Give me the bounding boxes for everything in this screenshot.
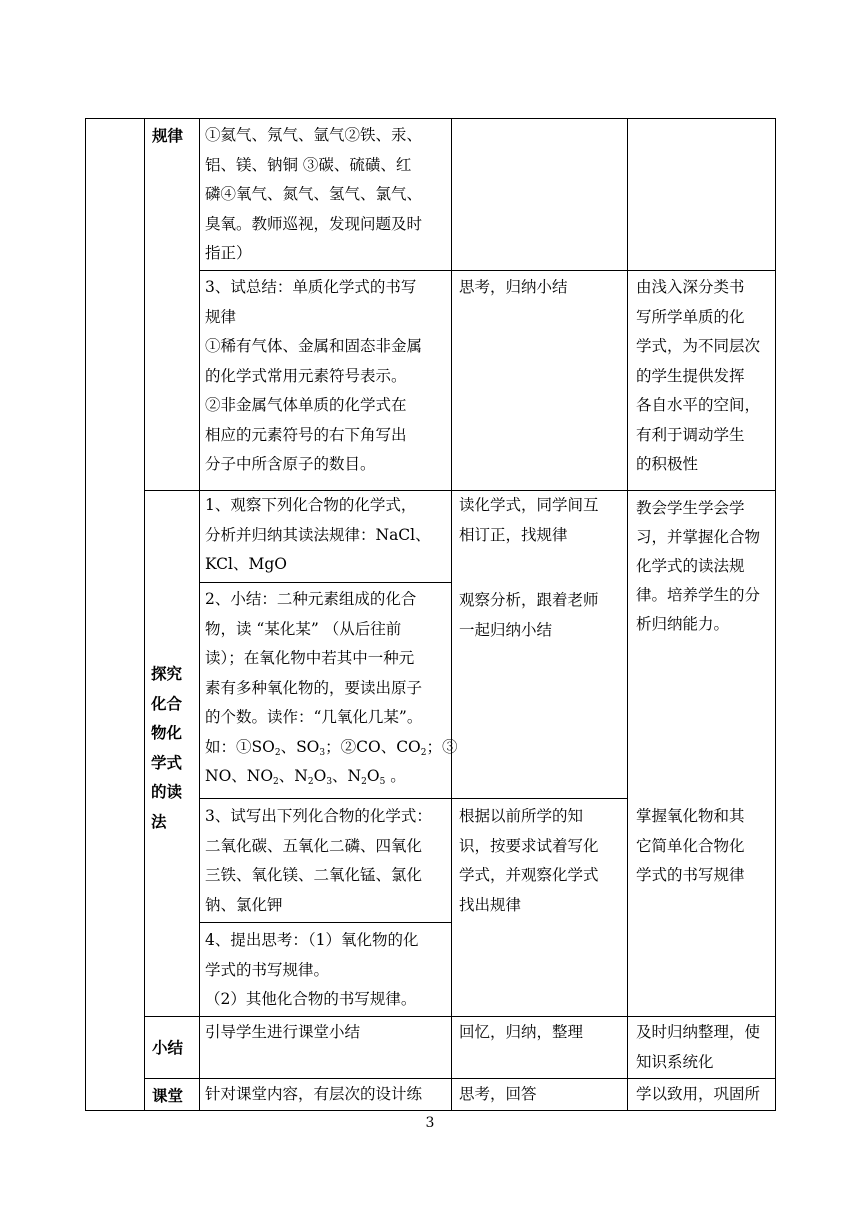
text-line: 的学生提供发挥 bbox=[636, 366, 745, 385]
text-line: 学式的书写规律 bbox=[636, 866, 745, 884]
text-line: 读）；在氧化物中若其中一种元 bbox=[205, 649, 415, 667]
text-span: NO、NO bbox=[205, 767, 274, 785]
student-activity-cell: 思考，回答 bbox=[459, 1085, 537, 1103]
text-line: 2、小结：二种元素组成的化合 bbox=[205, 590, 417, 608]
text-line: 二氧化碳、五氧化二磷、四氧化 bbox=[205, 836, 423, 855]
design-intent-cell bbox=[636, 802, 745, 891]
text-line: 根据以前所学的知 bbox=[459, 807, 584, 825]
text-line: 教会学生学会学 bbox=[636, 499, 745, 517]
text-line: 铝、镁、钠铜 ③碳、硫磺、红 bbox=[205, 155, 412, 174]
text-line: ①氦气、氖气、氩气②铁、汞、 bbox=[205, 126, 423, 144]
row-divider bbox=[199, 582, 451, 583]
text-line: 素有多种氧化物的，要读出原子 bbox=[205, 678, 423, 697]
student-activity-cell: 回忆，归纳，整理 bbox=[459, 1023, 584, 1041]
text-line: 分析并归纳其读法规律：NaCl、 bbox=[205, 525, 431, 544]
formula-example-line bbox=[205, 762, 458, 792]
text-line: 知识系统化 bbox=[636, 1052, 714, 1071]
text-span: 、N bbox=[332, 767, 362, 785]
teacher-activity-cell: 针对课堂内容，有层次的设计练 bbox=[205, 1085, 423, 1103]
text-line: 1、观察下列化合物的化学式， bbox=[205, 496, 417, 514]
teacher-activity-cell bbox=[205, 273, 422, 480]
page-number: 3 bbox=[425, 1115, 435, 1131]
teacher-activity-cell bbox=[205, 121, 422, 269]
text-line: 掌握氧化物和其 bbox=[636, 807, 745, 825]
label-line: 的读 bbox=[151, 783, 183, 801]
text-line: 化学式的读法规 bbox=[636, 557, 745, 575]
text-line: 的化学式常用元素符号表示。 bbox=[205, 366, 407, 385]
text-line: 磷④氧气、氮气、氢气、氯气、 bbox=[205, 185, 423, 203]
teacher-activity-cell bbox=[205, 802, 432, 920]
row-divider bbox=[199, 270, 776, 271]
row-divider bbox=[144, 1078, 776, 1079]
text-line: 分子中所含原子的数目。 bbox=[205, 455, 376, 473]
text-line: ①稀有气体、金属和固态非金属 bbox=[205, 337, 423, 355]
teacher-activity-cell: 引导学生进行课堂小结 bbox=[205, 1023, 361, 1041]
text-span: 、SO bbox=[280, 737, 320, 756]
teacher-activity-cell bbox=[205, 585, 458, 792]
teacher-activity-cell bbox=[205, 491, 431, 580]
table-right-border bbox=[775, 118, 776, 1110]
text-span: ；③ bbox=[426, 737, 458, 756]
text-line: 一起归纳小结 bbox=[459, 620, 553, 639]
column-divider bbox=[199, 118, 200, 1110]
text-line: 及时归纳整理，使 bbox=[636, 1023, 761, 1041]
design-intent-cell bbox=[636, 273, 760, 480]
text-line: 识，按要求试着写化 bbox=[459, 836, 599, 855]
text-span: ；②CO、CO bbox=[325, 737, 421, 756]
text-line: 它简单化合物化 bbox=[636, 836, 745, 855]
label-line: 法 bbox=[151, 812, 167, 831]
subscript: 5 bbox=[379, 777, 386, 787]
text-line: 的积极性 bbox=[636, 455, 699, 473]
student-activity-cell bbox=[459, 586, 599, 645]
text-span: 。 bbox=[385, 767, 406, 785]
label-line: 探究 bbox=[151, 665, 183, 683]
text-line: 析归纳能力。 bbox=[636, 615, 730, 633]
text-line: 的个数。读作：“几氧化几某”。 bbox=[205, 708, 423, 726]
text-line: 相应的元素符号的右下角写出 bbox=[205, 425, 407, 444]
text-line: 各自水平的空间， bbox=[636, 396, 761, 414]
text-line: 找出规律 bbox=[459, 895, 522, 914]
design-intent-cell bbox=[636, 1018, 760, 1077]
text-span: 、N bbox=[278, 767, 308, 785]
subscript: 3 bbox=[326, 777, 333, 787]
label-line: 学式 bbox=[151, 753, 183, 772]
row-divider bbox=[144, 1016, 776, 1017]
text-span: O bbox=[366, 767, 380, 785]
subscript: 2 bbox=[307, 777, 314, 787]
student-activity-cell bbox=[459, 491, 599, 550]
subscript: 2 bbox=[273, 777, 279, 787]
text-span: 如：①SO bbox=[205, 737, 275, 756]
table-top-border bbox=[85, 118, 776, 119]
text-line: 4、提出思考：（1）氧化物的化 bbox=[205, 931, 419, 949]
subscript: 2 bbox=[420, 747, 427, 758]
formula-example-line bbox=[205, 733, 458, 763]
text-line: 相订正，找规律 bbox=[459, 525, 568, 544]
design-intent-cell bbox=[636, 494, 760, 639]
text-line: 指正） bbox=[205, 244, 252, 262]
student-activity-cell: 思考，归纳小结 bbox=[459, 278, 568, 296]
text-line: （2）其他化合物的书写规律。 bbox=[205, 990, 417, 1008]
column-divider bbox=[627, 118, 628, 1110]
row-divider bbox=[199, 798, 627, 799]
design-intent-cell: 学以致用，巩固所 bbox=[636, 1085, 761, 1103]
table-bottom-border bbox=[85, 1110, 776, 1111]
text-line: 学式的书写规律。 bbox=[205, 960, 330, 979]
text-line: KCl、MgO bbox=[205, 555, 287, 573]
section-label-rule: 规律 bbox=[152, 127, 184, 145]
text-line: 物，读 “某化某” （从后往前 bbox=[205, 619, 402, 638]
student-activity-cell bbox=[459, 802, 599, 920]
text-line: 学式，并观察化学式 bbox=[459, 866, 599, 884]
column-divider bbox=[144, 118, 145, 1110]
section-label-classroom: 课堂 bbox=[152, 1087, 184, 1105]
text-line: 观察分析，跟着老师 bbox=[459, 591, 599, 609]
section-label-summary: 小结 bbox=[152, 1039, 184, 1057]
table-left-border bbox=[85, 118, 86, 1110]
subscript: 3 bbox=[319, 747, 326, 758]
text-line: 读化学式，同学间互 bbox=[459, 496, 599, 514]
text-line: 律。培养学生的分 bbox=[636, 586, 761, 604]
text-line: 有利于调动学生 bbox=[636, 425, 745, 444]
subscript: 2 bbox=[274, 747, 281, 758]
text-line: ②非金属气体单质的化学式在 bbox=[205, 396, 407, 414]
text-line: 3、试写出下列化合物的化学式： bbox=[205, 807, 432, 825]
text-line: 3、试总结：单质化学式的书写 bbox=[205, 278, 417, 296]
subscript: 2 bbox=[361, 777, 367, 787]
text-line: 写所学单质的化 bbox=[636, 307, 745, 326]
text-line: 学式，为不同层次 bbox=[636, 337, 761, 355]
text-line: 三铁、氧化镁、二氧化锰、氯化 bbox=[205, 866, 423, 884]
text-line: 习，并掌握化合物 bbox=[636, 528, 761, 546]
label-line: 物化 bbox=[151, 724, 183, 742]
text-line: 规律 bbox=[205, 307, 237, 326]
row-divider bbox=[199, 922, 451, 923]
section-label-explore bbox=[151, 660, 182, 837]
text-line: 臭氧。教师巡视，发现问题及时 bbox=[205, 214, 423, 233]
teacher-activity-cell bbox=[205, 926, 418, 1015]
text-line: 由浅入深分类书 bbox=[636, 278, 745, 296]
text-line: 钠、氯化钾 bbox=[205, 895, 283, 914]
label-line: 化合 bbox=[151, 694, 183, 713]
text-span: O bbox=[313, 767, 327, 785]
